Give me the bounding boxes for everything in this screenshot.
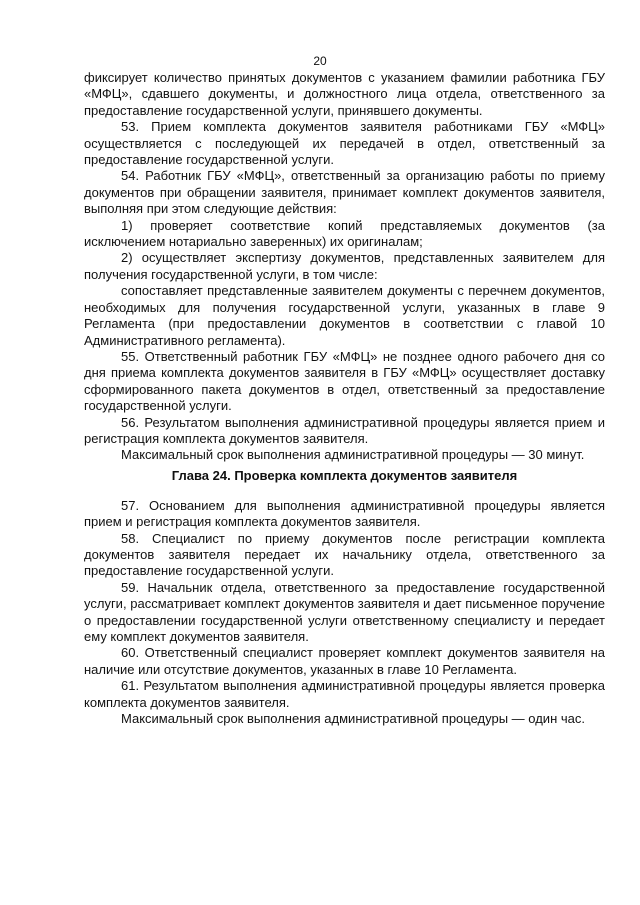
paragraph-55: 55. Ответственный работник ГБУ «МФЦ» не позднее одного рабочего дня со дня приема комплекта документов заявителя в ГБУ «МФЦ» осуществляет доставку сформированного пакета документов в отдел, ответственный за предоставление государственной услуги. bbox=[84, 348, 605, 414]
paragraph-intro: фиксирует количество принятых документов с указанием фамилии работника ГБУ «МФЦ», сдавшего документы, и должностного лица отдела, ответственного за предоставление государственной услуги, принявшего документы. bbox=[84, 70, 605, 118]
paragraph-54-item-2-detail: сопоставляет представленные заявителем документы с перечнем документов, необходимых для получения государственной услуги, указанных в главе 9 Регламента (при предоставлении документов в соответствии с главой 10 Административного регламента). bbox=[84, 283, 605, 348]
document-body bbox=[84, 70, 605, 727]
paragraph-59: 59. Начальник отдела, ответственного за предоставление государственной услуги, рассматривает комплект документов заявителя и дает письменное поручение о предоставлении государственной услуги ответственному специалисту и передает ему комплект документов заявителя. bbox=[84, 579, 605, 644]
paragraph-56: 56. Результатом выполнения административной процедуры является прием и регистрация комплекта документов заявителя. bbox=[84, 414, 605, 446]
page-number: 20 bbox=[313, 54, 327, 68]
paragraph-54-item-2: 2) осуществляет экспертизу документов, представленных заявителем для получения государственной услуги, в том числе: bbox=[84, 250, 605, 282]
paragraph-58: 58. Специалист по приему документов после регистрации комплекта документов заявителя передает их начальнику отдела, ответственного за предоставление государственной услуги. bbox=[84, 530, 605, 579]
paragraph-max-time-1: Максимальный срок выполнения административной процедуры — 30 минут. bbox=[121, 447, 585, 463]
paragraph-61: 61. Результатом выполнения административной процедуры является проверка комплекта документов заявителя. bbox=[84, 678, 605, 710]
paragraph-54: 54. Работник ГБУ «МФЦ», ответственный за организацию работы по приему документов при обращении заявителя, принимает комплект документов заявителя, выполняя при этом следующие действия: bbox=[84, 168, 605, 217]
paragraph-max-time-2: Максимальный срок выполнения административной процедуры — один час. bbox=[121, 711, 585, 727]
paragraph-57: 57. Основанием для выполнения административной процедуры является прием и регистрация комплекта документов заявителя. bbox=[84, 497, 605, 530]
paragraph-54-item-1: 1) проверяет соответствие копий представляемых документов (за исключением нотариально заверенных) их оригиналам; bbox=[84, 217, 605, 250]
paragraph-60: 60. Ответственный специалист проверяет комплект документов заявителя на наличие или отсутствие документов, указанных в главе 10 Регламента. bbox=[84, 645, 605, 677]
paragraph-53: 53. Прием комплекта документов заявителя работниками ГБУ «МФЦ» осуществляется с последующей их передачей в отдел, ответственный за предоставление государственной услуги. bbox=[84, 119, 605, 168]
chapter-24-heading: Глава 24. Проверка комплекта документов заявителя bbox=[171, 467, 518, 483]
